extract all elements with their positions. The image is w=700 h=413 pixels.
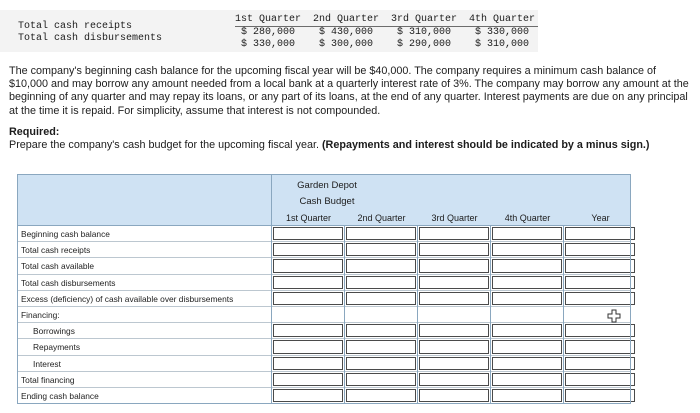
company-name: Garden Depot [297, 180, 357, 191]
budget-input-cell[interactable] [346, 276, 416, 289]
budget-input-cell[interactable] [273, 373, 343, 386]
budget-input-cell[interactable] [419, 340, 489, 353]
table-row [17, 307, 631, 323]
budget-input-cell[interactable] [492, 340, 562, 353]
budget-input-cell[interactable] [492, 259, 562, 272]
table-row [17, 339, 631, 355]
budget-input-cell[interactable] [492, 276, 562, 289]
col-header-q4: 4th Quarter [504, 213, 551, 223]
budget-input-cell[interactable] [565, 357, 635, 370]
table-row [17, 372, 631, 388]
table-row [17, 275, 631, 291]
budget-input-cell[interactable] [419, 373, 489, 386]
column-divider [417, 226, 418, 404]
budget-input-cell[interactable] [492, 389, 562, 402]
row-label: Excess (deficiency) of cash available over disbursements [21, 293, 234, 304]
table-row [17, 323, 631, 339]
budget-input-cell[interactable] [346, 227, 416, 240]
row-label: Total financing [21, 374, 75, 385]
table-row [17, 356, 631, 372]
row-label: Borrowings [33, 326, 75, 337]
table-row [17, 226, 631, 242]
budget-input-cell[interactable] [419, 276, 489, 289]
budget-input-cell[interactable] [492, 373, 562, 386]
col-header-q3: 3rd Quarter [431, 213, 478, 223]
given-col-q2: 2nd Quarter [312, 14, 379, 25]
given-disbursements-label: Total cash disbursements [18, 33, 163, 44]
row-label: Total cash disbursements [21, 277, 116, 288]
row-label: Repayments [33, 342, 81, 353]
budget-input-cell[interactable] [273, 227, 343, 240]
budget-input-cell[interactable] [273, 292, 343, 305]
budget-input-cell[interactable] [419, 227, 489, 240]
given-receipts-q1: $ 280,000 [240, 27, 295, 38]
budget-input-cell[interactable] [565, 276, 635, 289]
budget-input-cell[interactable] [565, 227, 635, 240]
budget-input-cell[interactable] [419, 243, 489, 256]
budget-input-cell[interactable] [346, 259, 416, 272]
budget-input-cell[interactable] [346, 373, 416, 386]
budget-input-cell[interactable] [492, 357, 562, 370]
budget-input-cell[interactable] [565, 389, 635, 402]
budget-input-cell[interactable] [419, 259, 489, 272]
budget-input-cell[interactable] [346, 324, 416, 337]
row-label: Interest [33, 358, 61, 369]
col-header-year: Year [591, 213, 610, 223]
col-header-q2: 2nd Quarter [357, 213, 406, 223]
budget-input-cell[interactable] [273, 324, 343, 337]
plus-cursor-icon [607, 309, 621, 323]
required-instructions [9, 139, 699, 152]
table-row [17, 388, 631, 404]
budget-input-cell[interactable] [346, 340, 416, 353]
column-divider [490, 226, 491, 404]
budget-input-cell[interactable] [273, 357, 343, 370]
budget-input-cell[interactable] [346, 243, 416, 256]
table-header [17, 174, 631, 226]
given-disbursements-q3: $ 290,000 [396, 39, 451, 50]
given-disbursements-q2: $ 300,000 [318, 39, 373, 50]
budget-input-cell[interactable] [565, 259, 635, 272]
given-disbursements-q4: $ 310,000 [474, 39, 529, 50]
budget-input-cell[interactable] [419, 357, 489, 370]
budget-input-cell[interactable] [419, 292, 489, 305]
budget-input-cell[interactable] [419, 324, 489, 337]
given-col-q3: 3rd Quarter [390, 14, 457, 25]
column-divider [563, 226, 564, 404]
budget-input-cell[interactable] [346, 389, 416, 402]
problem-paragraph: The company's beginning cash balance for the upcoming fiscal year will be $40,000. The company requires a minimum cash balance of $10,000 and may borrow any amount needed from a local bank at a quarterly interest rate of 3%. The company may borrow any amount at the beginning of any quarter and may repay its loans, or any part of its loans, at the end of any quarter. Interest payments are due on any principal at the time it is repaid. For simplicity, assume that interest is not compounded. [9, 65, 689, 117]
row-label: Total cash receipts [21, 245, 91, 256]
budget-input-cell[interactable] [419, 389, 489, 402]
budget-title: Cash Budget [299, 196, 355, 207]
required-heading: Required: [9, 126, 60, 138]
given-disbursements-q1: $ 330,000 [240, 39, 295, 50]
budget-input-cell[interactable] [565, 324, 635, 337]
row-label: Financing: [21, 310, 60, 320]
given-receipts-label: Total cash receipts [18, 21, 133, 32]
table-row [17, 258, 631, 274]
budget-input-cell[interactable] [346, 357, 416, 370]
given-receipts-q3: $ 310,000 [396, 27, 451, 38]
row-label: Beginning cash balance [21, 229, 110, 239]
budget-input-cell[interactable] [492, 324, 562, 337]
row-label: Ending cash balance [21, 391, 99, 401]
given-receipts-q2: $ 430,000 [318, 27, 373, 38]
column-divider [271, 174, 272, 404]
budget-input-cell[interactable] [492, 292, 562, 305]
given-col-q1: 1st Quarter [234, 14, 301, 25]
table-row [17, 291, 631, 307]
budget-input-cell[interactable] [273, 276, 343, 289]
given-col-q4: 4th Quarter [468, 14, 535, 25]
budget-input-cell[interactable] [273, 259, 343, 272]
budget-input-cell[interactable] [565, 292, 635, 305]
row-label: Total cash available [21, 261, 95, 272]
cash-budget-table [17, 174, 631, 404]
col-header-q1: 1st Quarter [285, 213, 332, 223]
budget-input-cell[interactable] [565, 340, 635, 353]
table-row [17, 242, 631, 258]
budget-input-cell[interactable] [565, 243, 635, 256]
budget-input-cell[interactable] [346, 292, 416, 305]
given-receipts-q4: $ 330,000 [474, 27, 529, 38]
required-text: Prepare the company's cash budget for the upcoming fiscal year. [9, 139, 319, 151]
required-note: (Repayments and interest should be indicated by a minus sign.) [321, 139, 650, 151]
budget-input-cell[interactable] [273, 389, 343, 402]
budget-input-cell[interactable] [273, 340, 343, 353]
budget-input-cell[interactable] [273, 243, 343, 256]
column-divider [344, 226, 345, 404]
budget-input-cell[interactable] [565, 373, 635, 386]
budget-input-cell[interactable] [492, 243, 562, 256]
budget-input-cell[interactable] [492, 227, 562, 240]
